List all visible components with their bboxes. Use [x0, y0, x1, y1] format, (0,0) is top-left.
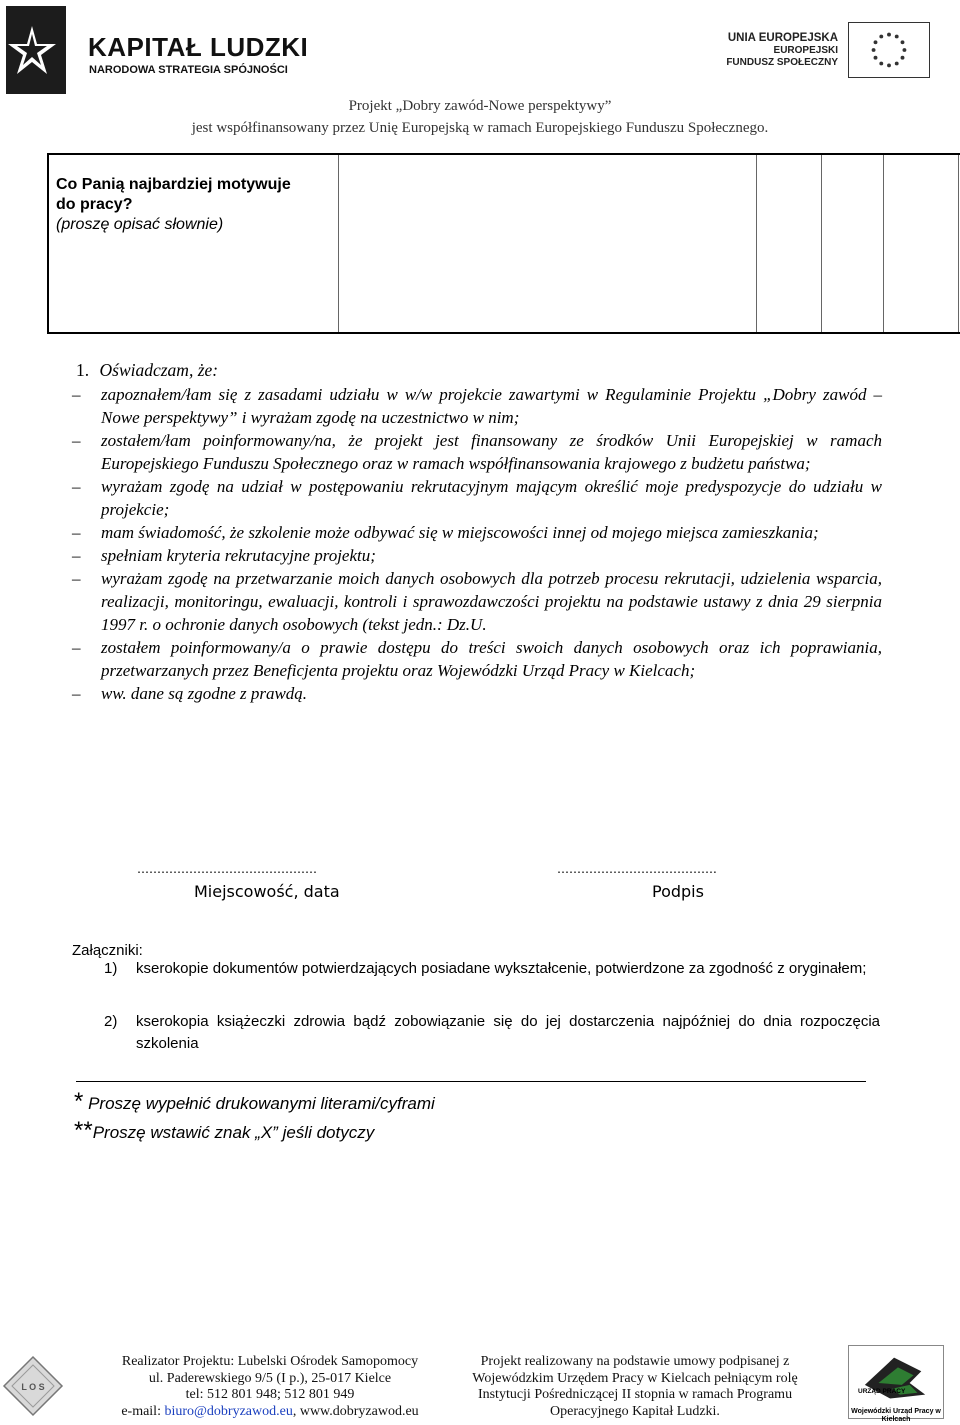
footer-realizer — [100, 1354, 440, 1420]
eu-line-1: UNIA EUROPEJSKA — [727, 32, 838, 44]
footer-right-line-2: Wojewódzkim Urzędem Pracy w Kielcach pełniącym rolę — [472, 1370, 798, 1386]
answer-checkbox-cell-3[interactable] — [883, 156, 956, 332]
attachments-heading: Załączniki: — [72, 942, 143, 959]
question-line-1: Co Panią najbardziej motywuje — [56, 176, 291, 193]
footnote-2 — [74, 1117, 374, 1145]
kapital-ludzki-star-logo — [4, 4, 68, 96]
footnote-divider — [76, 1081, 866, 1082]
signature-line[interactable]: …………………………………. — [557, 862, 717, 876]
question-hint: (proszę opisać słownie) — [56, 216, 224, 233]
footer-left-line-2: ul. Paderewskiego 9/5 (I p.), 25-017 Kielce — [148, 1370, 392, 1386]
declaration-item: – mam świadomość, że szkolenie może odbywać się w miejscowości innej od mojego miejsca zamieszkania; — [72, 523, 819, 542]
declaration-item: – wyrażam zgodę na udział w postępowaniu rekrutacyjnym mającym określić moje predyspozycje do udziału w projekcie; — [72, 477, 882, 519]
declaration-heading — [76, 360, 218, 381]
answer-checkbox-cell-1[interactable] — [757, 156, 819, 332]
kapital-ludzki-title: KAPITAŁ LUDZKI — [88, 32, 309, 62]
project-funding-line: jest współfinansowany przez Unię Europejską w ramach Europejskiego Funduszu Społecznego. — [191, 120, 769, 136]
declaration-item: – zostałem/łam poinformowany/na, że projekt jest finansowany ze środków Unii Europejskiej w ramach Europejskiego Funduszu Społecznego oraz w ramach współfinansowania krajowego z budżetu państwa; — [72, 431, 882, 473]
project-title: Projekt „Dobry zawód-Nowe perspektywy” — [348, 98, 612, 114]
footnote-1-mark: * — [74, 1088, 84, 1115]
email-link[interactable]: biuro@dobryzawod.eu — [164, 1403, 293, 1419]
question-label — [56, 175, 291, 235]
eu-text-block — [726, 31, 838, 69]
wup-caption: Wojewódzki Urząd Pracy w Kielcach — [851, 1408, 941, 1423]
footer-contract — [455, 1354, 815, 1420]
eu-flag-icon — [848, 22, 930, 78]
signature-label: Podpis — [652, 882, 704, 901]
footer-left-line-1: Realizator Projektu: Lubelski Ośrodek Samopomocy — [121, 1354, 419, 1369]
declaration-number: 1. — [76, 360, 90, 380]
answer-field[interactable] — [339, 156, 753, 332]
declaration-item: – zapoznałem/łam się z zasadami udziału w w/w projekcie zawartymi w Regulaminie Projektu „Dobry zawód – Nowe perspektywy” i wyrażam zgodę na uczestnictwo w nim; — [72, 385, 882, 427]
declaration-item: – ww. dane są zgodne z prawdą. — [72, 684, 308, 703]
attachment-item: kserokopie dokumentów potwierdzających posiadane wykształcenie, potwierdzone za zgodność z oryginałem; — [136, 960, 867, 977]
footer-right-line-3: Instytucji Pośredniczącej II stopnia w ramach Programu — [477, 1387, 793, 1402]
los-logo — [2, 1355, 64, 1417]
declaration-list — [72, 383, 882, 705]
question-line-2: do pracy? — [56, 196, 133, 213]
answer-checkbox-cell-2[interactable] — [821, 156, 881, 332]
footnote-2-mark: ** — [74, 1117, 93, 1144]
footnote-2-text: Proszę wstawić znak „X” jeśli dotyczy — [92, 1123, 375, 1142]
eu-line-3: FUNDUSZ SPOŁECZNY — [726, 57, 838, 68]
place-date-line[interactable]: ……………………………………… — [137, 862, 317, 876]
footer-left-line-4: e-mail: biuro@dobryzawod.eu, www.dobryzawod.eu — [121, 1403, 419, 1419]
footnote-1 — [74, 1088, 435, 1116]
declaration-item: – spełniam kryteria rekrutacyjne projektu; — [72, 546, 376, 565]
footnote-1-text: Proszę wypełnić drukowanymi literami/cyframi — [83, 1094, 435, 1113]
place-date-label: Miejscowość, data — [194, 882, 340, 901]
kapital-ludzki-subtitle: NARODOWA STRATEGIA SPÓJNOŚCI — [89, 64, 288, 76]
attachment-item: kserokopia książeczki zdrowia bądź zobowiązanie się do jej dostarczenia najpóźniej do dnia rozpoczęcia szkolenia — [136, 1013, 880, 1052]
declaration-title: Oświadczam, że: — [99, 360, 219, 380]
footer-right-line-4: Operacyjnego Kapitał Ludzki. — [550, 1403, 720, 1419]
eu-line-2: EUROPEJSKI — [773, 45, 838, 56]
footer-left-line-3: tel: 512 801 948; 512 801 949 — [185, 1387, 355, 1402]
svg-text:L O S: L O S — [21, 1382, 45, 1392]
wup-label: URZĄD PRACY — [858, 1388, 906, 1395]
declaration-item: – zostałem poinformowany/a o prawie dostępu do treści swoich danych osobowych oraz ich poprawiania, przetwarzanych przez Beneficjenta projektu oraz Wojewódzki Urząd Pracy w Kielcach; — [72, 638, 882, 680]
attachment-number: 1) — [104, 960, 118, 977]
footer-right-line-1: Projekt realizowany na podstawie umowy podpisanej z — [480, 1354, 790, 1369]
declaration-item: – wyrażam zgodę na przetwarzanie moich danych osobowych dla potrzeb procesu rekrutacji, udzielenia wsparcia, realizacji, monitoringu, ewaluacji, kontroli i sprawozdawczości projektu na podstawie ustawy z dnia 29 sierpnia 1997 r. o ochronie danych osobowych (tekst jedn.: Dz.U. — [72, 569, 882, 634]
attachment-number: 2) — [104, 1013, 118, 1030]
